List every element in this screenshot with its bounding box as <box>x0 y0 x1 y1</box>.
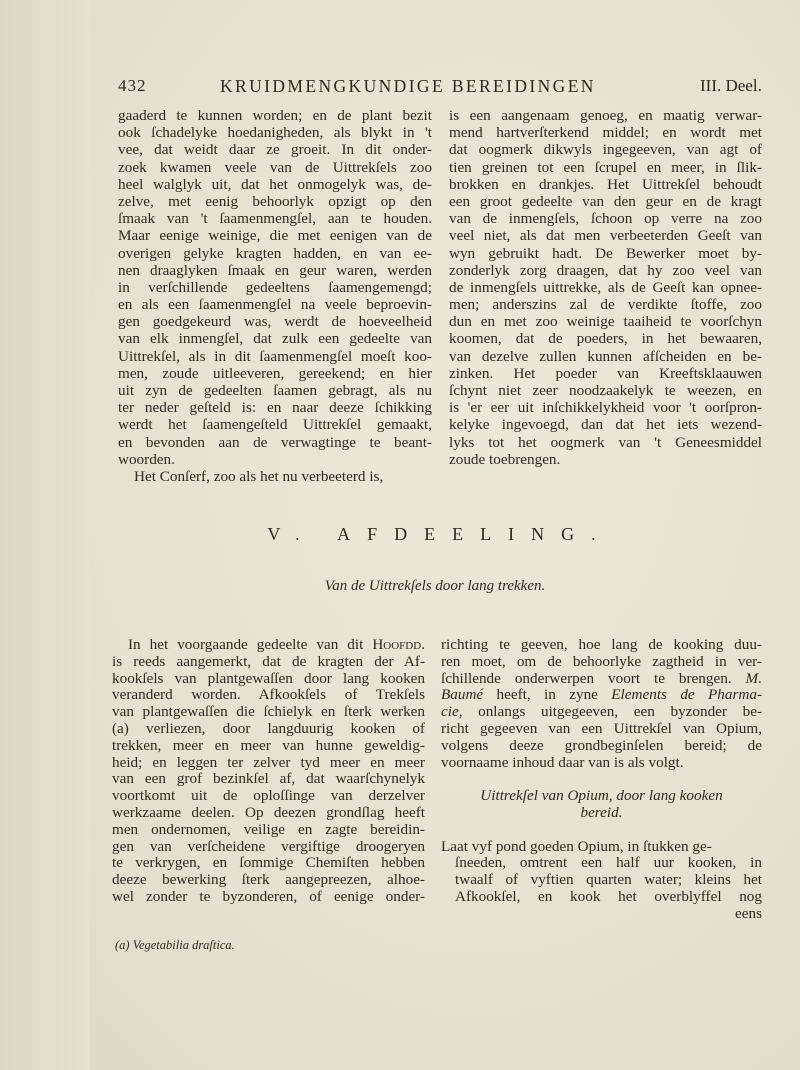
text-line: dat oogmerk dikwyls ingegeeven, van agt of <box>449 141 762 159</box>
text-line: deeze bewerking ſterk aangepreezen, alhoe- <box>112 871 425 889</box>
page-number: 432 <box>118 76 147 95</box>
text-line: Het Conſerf, zoo als het nu verbeeterd is, <box>134 467 384 485</box>
text-line: volgens deeze grondbeginſelen bereid; de <box>441 736 762 754</box>
text-line: eens <box>735 904 762 922</box>
text-line: mend hartverſterkend middel; en wordt met <box>449 124 762 142</box>
text-line: ſmaak van 't ſaamenmengſel, aan te houden. <box>118 210 432 228</box>
text-line: voornaame inhoud daar van is als volgt. <box>441 753 684 771</box>
text-line: ſneeden, omtrent een half uur kooken, in <box>455 854 762 872</box>
text-line: (a) verliezen, door langduurig kooken of <box>112 719 425 737</box>
text-line: een groot gedeelte van den geur en de kragt <box>449 192 762 210</box>
text-line: heel walglyk uit, dat het onmogelyk was, de- <box>118 175 432 193</box>
text-line: gen van verſcheidene vergiftige droogeryen <box>112 837 425 855</box>
text-line: is reeds aangemerkt, dat de kragten der Af- <box>112 652 425 670</box>
section-heading: V. AFDEELING. <box>267 524 613 544</box>
text-line: voortkomt uit de oploſſinge van derzelver <box>112 787 425 805</box>
text-line: werdt het ſaamengeſteld Uittrekſel gemaakt, <box>118 416 432 434</box>
text-line: brokken en drankjes. Het Uittrekſel behoudt <box>449 175 762 193</box>
text-segment: heeft, in zyne <box>483 686 612 704</box>
text-line: van plantgewaſſen die ſchielyk en ſterk werken <box>112 703 425 721</box>
text-line: van een grof bezinkſel af, dat waarſchynelyk <box>112 770 425 788</box>
text-line: werkzaame deelen. Op deezen grondſlag heeft <box>112 803 425 821</box>
text-line <box>441 687 762 704</box>
text-line: zonderlyk zorg draagen, dat hy zoo veel van <box>449 261 762 279</box>
text-line: koomen, dat de poeders, in het bewaaren, <box>449 330 762 348</box>
text-line: Afkookſel, en kook het overblyffel nog <box>455 887 762 905</box>
text-line: lyks tot het oogmerk van 't Geneesmiddel <box>449 433 762 451</box>
text-line: te verkrygen, en ſommige Chemiſten hebben <box>112 854 425 872</box>
text-line: men; anderszins zal de verdikte ſtoffe, zoo <box>449 296 762 314</box>
running-title: KRUIDMENGKUNDIGE BEREIDINGEN <box>220 76 596 96</box>
footnote: (a) Vegetabilia draſtica. <box>115 938 235 952</box>
text-line: tien greinen tot een ſcrupel en meer, in ſlik- <box>449 158 762 176</box>
text-line: overigen gelyke kragten hadden, en van ee- <box>118 244 432 262</box>
text-line: ren moet, om de behoorlyke zagtheid in ver- <box>441 652 762 670</box>
top-left-column <box>118 107 432 485</box>
part-label: III. Deel. <box>700 76 762 95</box>
text-segment: cie <box>441 703 459 721</box>
text-line: bereid. <box>580 803 623 821</box>
text-line: in verſchillende gedeeltens ſaamengemengd; <box>118 278 432 296</box>
text-line: Uittrekſel, als in dit ſaamenmengſel moeſt koo- <box>118 347 432 365</box>
text-line: dun en met zoo weinige taaiheid te voorſchyn <box>449 313 762 331</box>
bottom-right-column <box>441 637 762 923</box>
text-segment: , onlangs uitgegeeven, een byzonder be- <box>458 703 762 721</box>
text-segment: Hoofdd. <box>372 636 425 653</box>
text-line <box>112 637 425 654</box>
text-line: men ondernomen, veilige en zagte bereidin- <box>112 820 425 838</box>
text-line: van de inmengſels, ſchoon op verre na zoo <box>449 210 762 228</box>
text-segment: M. <box>745 669 762 687</box>
text-line: richting te geeven, hoe lang de kooking duu- <box>441 636 762 653</box>
text-line <box>441 771 762 788</box>
text-line: ook ſchadelyke hoedanigheden, als blykt in 't <box>118 124 432 142</box>
text-segment: ſchillende onderwerpen voort te brengen. <box>441 669 746 687</box>
text-line: is 'er eer uit inſchikkelykheid voor 't oorſpron- <box>449 399 762 417</box>
text-line: Uittrekſel van Opium, door lang kooken <box>480 787 723 805</box>
text-line: zoek kwamen veele van de Uittrekſels zoo <box>118 158 432 176</box>
text-line: zinken. Het poeder van Kreeftsklaauwen <box>449 364 762 382</box>
text-line: veranderd worden. Afkookſels of Trekſels <box>112 686 425 704</box>
text-line: kelyke ingevoegd, dan dat het iets wezend- <box>449 416 762 434</box>
text-line: richt gegeeven van een Uittrekſel van Opium, <box>441 719 762 737</box>
text-line: en als een ſaamenmengſel na veele beproevin- <box>118 296 432 314</box>
text-segment: In het voorgaande gedeelte van dit <box>128 636 373 653</box>
text-line: is een aangenaam genoeg, en maatig verwar- <box>449 107 762 124</box>
text-line: wel zonder te byzonderen, of eenige onder- <box>112 887 425 905</box>
text-line: van dezelve zullen kunnen afſcheiden en be- <box>449 347 762 365</box>
text-segment: Elements de Pharma- <box>611 686 763 704</box>
text-line: Maar eenige weinige, die met eenigen van de <box>118 227 432 245</box>
text-line: heid; en leggen ter zelver tyd meer en meer <box>112 753 425 771</box>
section-subtitle: Van de Uittrekſels door lang trekken. <box>324 578 546 594</box>
text-line: gen goedgekeurd was, werdt de hoeveelheid <box>118 313 432 331</box>
text-line: Laat vyf pond goeden Opium, in ſtukken ge- <box>441 837 712 855</box>
bottom-left-column <box>112 637 425 906</box>
text-line <box>441 671 762 688</box>
text-line: trekken, meer en meer van hunne geweldig- <box>112 736 425 754</box>
text-line: zoude toebrengen. <box>449 450 561 468</box>
text-line <box>441 822 762 839</box>
text-line: uit zyn de gedeelten ſaamen gebragt, als nu <box>118 382 432 399</box>
top-right-column <box>449 107 762 468</box>
text-segment: Baumé <box>441 686 484 704</box>
text-line: ter neder geſteld is: en naar deeze ſchikking <box>118 399 432 417</box>
text-line: twaalf of vyftien quarten water; kleins het <box>455 871 762 889</box>
text-line: veel niet, als dat men verbeeterden Geeſt van <box>449 227 762 245</box>
text-line: nen draaglyken ſmaak en geur waren, werden <box>118 261 432 279</box>
text-line: ſchynt niet zeer noodzaakelyk te weezen, en <box>449 382 762 399</box>
text-line <box>441 704 762 721</box>
text-line: zelve, met eenig behoorlyk opzigt op den <box>118 192 432 210</box>
text-line: men, zoude uitleeveren, gereekend; en hier <box>118 364 432 382</box>
text-line: en bevonden aan de verwagtinge te beant- <box>118 433 432 451</box>
text-line: gaaderd te kunnen worden; en de plant bezit <box>118 107 432 124</box>
text-line: de inmengſels uittrekke, als de Geeſt kan opnee- <box>449 278 762 296</box>
text-line: vee, dat weidt daar ze groeit. In dit onder- <box>118 141 432 159</box>
text-line: van elk inmengſel, dat zulk een gedeelte van <box>118 330 432 348</box>
text-line: woorden. <box>118 450 175 468</box>
text-line: kookſels van plantgewaſſen door lang kooken <box>112 669 425 687</box>
text-line: wyn gebruikt hadt. De Bewerker moet by- <box>449 244 762 262</box>
